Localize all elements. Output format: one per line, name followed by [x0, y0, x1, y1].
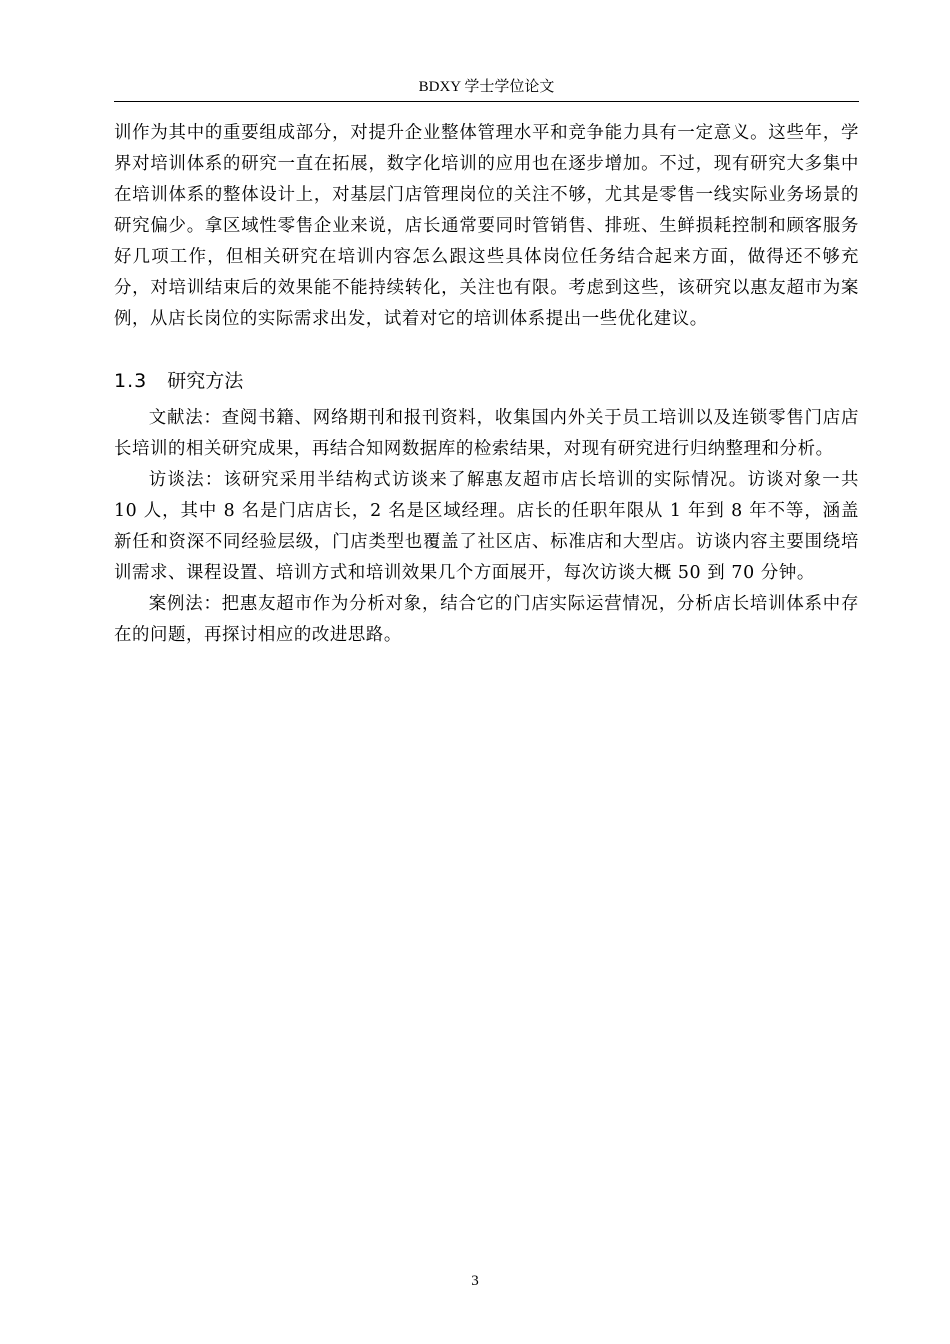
running-header: BDXY 学士学位论文 [418, 79, 555, 95]
header-rule [114, 101, 859, 102]
section-heading [114, 367, 859, 395]
method-paragraph-literature: 文献法：查阅书籍、网络期刊和报刊资料，收集国内外关于员工培训以及连锁零售门店店长培训的相关研究成果，再结合知网数据库的检索结果，对现有研究进行归纳整理和分析。 [114, 408, 859, 459]
section-title: 研究方法 [167, 370, 244, 392]
method-paragraph-interview: 访谈法：该研究采用半结构式访谈来了解惠友超市店长培训的实际情况。访谈对象一共 10 人，其中 8 名是门店店长，2 名是区域经理。店长的任职年限从 1 年到 8 年不等，涵盖新任和资深不同经验层级，门店类型也覆盖了社区店、标准店和大型店。访谈内容主要围绕培训需求、课程设置、培训方式和培训效果几个方面展开，每次访谈大概 50 到 70 分钟。 [114, 470, 859, 583]
intro-paragraph: 训作为其中的重要组成部分，对提升企业整体管理水平和竞争能力具有一定意义。这些年，学界对培训体系的研究一直在拓展，数字化培训的应用也在逐步增加。不过，现有研究大多集中在培训体系的整体设计上，对基层门店管理岗位的关注不够，尤其是零售一线实际业务场景的研究偏少。拿区域性零售企业来说，店长通常要同时管销售、排班、生鲜损耗控制和顾客服务好几项工作，但相关研究在培训内容怎么跟这些具体岗位任务结合起来方面，做得还不够充分，对培训结束后的效果能不能持续转化，关注也有限。考虑到这些，该研究以惠友超市为案例，从店长岗位的实际需求出发，试着对它的培训体系提出一些优化建议。 [114, 123, 859, 329]
method-paragraph-case: 案例法：把惠友超市作为分析对象，结合它的门店实际运营情况，分析店长培训体系中存在的问题，再探讨相应的改进思路。 [114, 594, 859, 645]
page-number: 3 [471, 1273, 479, 1289]
document-body [114, 118, 859, 651]
section-number: 1.3 [114, 370, 148, 392]
